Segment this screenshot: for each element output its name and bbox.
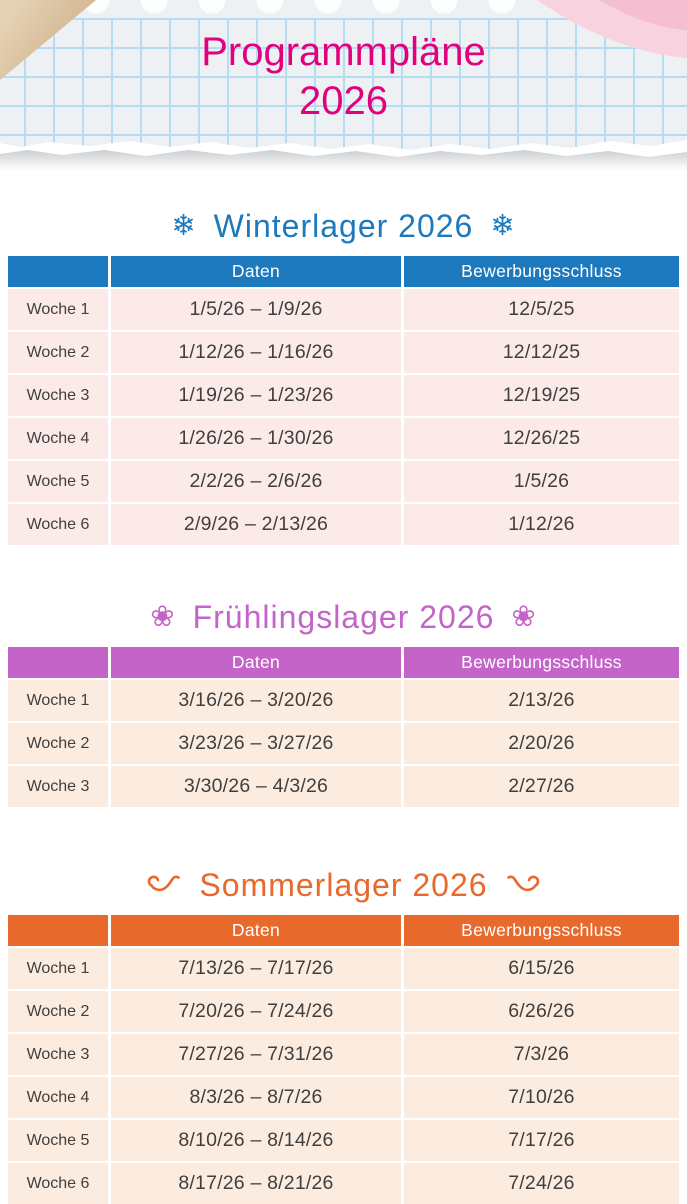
table-cell-week: Woche 3 bbox=[8, 1034, 108, 1075]
table-cell-daten: 7/20/26 – 7/24/26 bbox=[111, 991, 401, 1032]
wave-icon bbox=[146, 873, 182, 897]
page-title-line1: Programmpläne bbox=[201, 30, 486, 74]
table-cell-deadline: 6/26/26 bbox=[404, 991, 679, 1032]
table-cell-daten: 2/2/26 – 2/6/26 bbox=[111, 461, 401, 502]
table-cell-week: Woche 4 bbox=[8, 418, 108, 459]
table-cell-deadline: 2/13/26 bbox=[404, 680, 679, 721]
notebook-paper-header bbox=[0, 0, 687, 186]
section-title-text: Frühlingslager 2026 bbox=[192, 598, 495, 635]
table-cell-deadline: 1/5/26 bbox=[404, 461, 679, 502]
page-title-line2: 2026 bbox=[299, 79, 388, 123]
table-cell-week: Woche 4 bbox=[8, 1077, 108, 1118]
table-cell-week: Woche 1 bbox=[8, 680, 108, 721]
table-header-daten: Daten bbox=[111, 915, 401, 946]
table-header-week bbox=[8, 647, 108, 678]
table-cell-deadline: 12/5/25 bbox=[404, 289, 679, 330]
page-title bbox=[0, 28, 687, 126]
table-cell-deadline: 2/20/26 bbox=[404, 723, 679, 764]
wave-icon bbox=[505, 873, 541, 897]
sommerlager-table bbox=[8, 915, 679, 1204]
table-header-daten: Daten bbox=[111, 256, 401, 287]
cherry-blossom-icon: ❀ bbox=[150, 600, 176, 633]
snowflake-icon: ❄ bbox=[171, 209, 197, 242]
table-cell-deadline: 7/3/26 bbox=[404, 1034, 679, 1075]
table-cell-daten: 3/23/26 – 3/27/26 bbox=[111, 723, 401, 764]
table-cell-deadline: 1/12/26 bbox=[404, 504, 679, 545]
table-cell-week: Woche 3 bbox=[8, 375, 108, 416]
table-cell-week: Woche 6 bbox=[8, 504, 108, 545]
table-cell-daten: 8/10/26 – 8/14/26 bbox=[111, 1120, 401, 1161]
table-header-deadline: Bewerbungsschluss bbox=[404, 647, 679, 678]
table-cell-daten: 1/5/26 – 1/9/26 bbox=[111, 289, 401, 330]
table-cell-week: Woche 1 bbox=[8, 289, 108, 330]
table-cell-week: Woche 2 bbox=[8, 332, 108, 373]
table-cell-week: Woche 2 bbox=[8, 991, 108, 1032]
table-cell-daten: 1/26/26 – 1/30/26 bbox=[111, 418, 401, 459]
section-title-text: Sommerlager 2026 bbox=[199, 866, 488, 903]
table-cell-daten: 1/12/26 – 1/16/26 bbox=[111, 332, 401, 373]
table-cell-deadline: 12/26/25 bbox=[404, 418, 679, 459]
table-cell-daten: 2/9/26 – 2/13/26 bbox=[111, 504, 401, 545]
table-header-daten: Daten bbox=[111, 647, 401, 678]
table-header-deadline: Bewerbungsschluss bbox=[404, 915, 679, 946]
table-cell-week: Woche 5 bbox=[8, 1120, 108, 1161]
table-cell-week: Woche 1 bbox=[8, 948, 108, 989]
table-cell-daten: 3/30/26 – 4/3/26 bbox=[111, 766, 401, 807]
table-cell-deadline: 7/24/26 bbox=[404, 1163, 679, 1204]
section-title-fruehlingslager bbox=[0, 595, 687, 639]
table-cell-daten: 1/19/26 – 1/23/26 bbox=[111, 375, 401, 416]
table-cell-daten: 8/3/26 – 8/7/26 bbox=[111, 1077, 401, 1118]
table-cell-week: Woche 2 bbox=[8, 723, 108, 764]
table-cell-daten: 8/17/26 – 8/21/26 bbox=[111, 1163, 401, 1204]
winterlager-table bbox=[8, 256, 679, 545]
table-cell-deadline: 6/15/26 bbox=[404, 948, 679, 989]
table-header-deadline: Bewerbungsschluss bbox=[404, 256, 679, 287]
table-cell-week: Woche 5 bbox=[8, 461, 108, 502]
table-cell-deadline: 7/10/26 bbox=[404, 1077, 679, 1118]
section-title-sommerlager bbox=[0, 863, 687, 907]
table-header-week bbox=[8, 256, 108, 287]
section-title-winterlager bbox=[0, 204, 687, 248]
table-cell-deadline: 12/12/25 bbox=[404, 332, 679, 373]
table-cell-week: Woche 3 bbox=[8, 766, 108, 807]
table-cell-week: Woche 6 bbox=[8, 1163, 108, 1204]
section-title-text: Winterlager 2026 bbox=[213, 207, 474, 244]
table-header-week bbox=[8, 915, 108, 946]
table-cell-deadline: 7/17/26 bbox=[404, 1120, 679, 1161]
table-cell-daten: 3/16/26 – 3/20/26 bbox=[111, 680, 401, 721]
table-cell-deadline: 12/19/25 bbox=[404, 375, 679, 416]
table-cell-daten: 7/13/26 – 7/17/26 bbox=[111, 948, 401, 989]
fruehlingslager-table bbox=[8, 647, 679, 807]
table-cell-deadline: 2/27/26 bbox=[404, 766, 679, 807]
cherry-blossom-icon: ❀ bbox=[511, 600, 537, 633]
snowflake-icon: ❄ bbox=[490, 209, 516, 242]
table-cell-daten: 7/27/26 – 7/31/26 bbox=[111, 1034, 401, 1075]
